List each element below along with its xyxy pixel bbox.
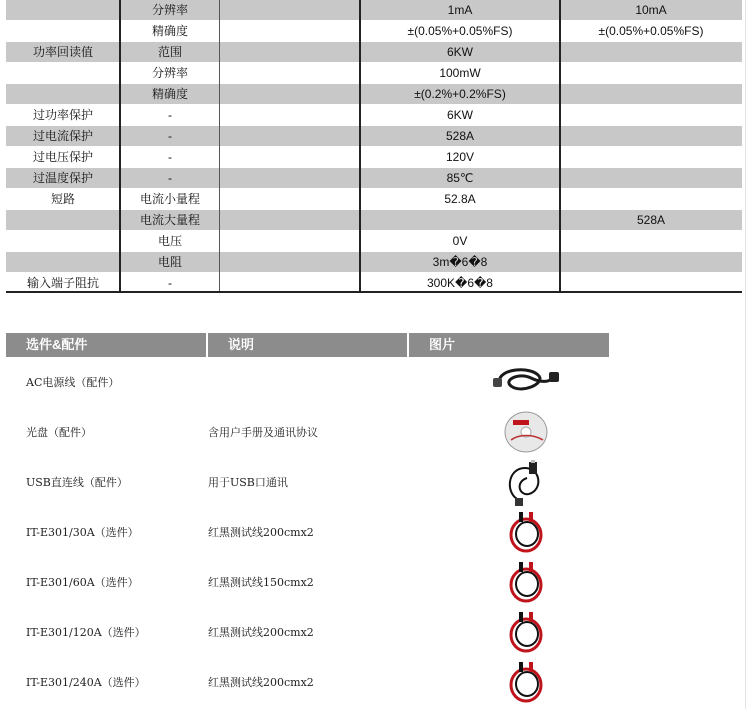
- spec-cell-c5: [560, 84, 742, 104]
- spec-cell-c4: ±(0.05%+0.05%FS): [407, 24, 513, 38]
- spec-cell-c5: [560, 147, 742, 167]
- spec-cell-c3: [220, 168, 360, 188]
- spec-cell-c2: -: [168, 108, 172, 122]
- spec-cell-c4: 0V: [452, 234, 468, 248]
- spec-cell-c2: 电流大量程: [139, 213, 200, 227]
- spec-cell-c1: [6, 0, 120, 20]
- spec-cell-c4: ±(0.2%+0.2%FS): [414, 87, 506, 101]
- spec-row: [6, 42, 742, 63]
- spec-row: [6, 0, 742, 21]
- spec-cell-c1: 输入端子阻抗: [26, 276, 99, 290]
- accessory-name: AC电源线（配件）: [26, 376, 120, 389]
- test-lead-icon: [481, 560, 571, 606]
- spec-cell-c4: 1mA: [447, 3, 473, 17]
- spec-cell-c5: [560, 189, 742, 209]
- spec-cell-c3: [220, 252, 360, 272]
- spec-cell-c2: 分辨率: [151, 3, 188, 17]
- accessory-name: IT-E301/240A（选件）: [26, 676, 146, 689]
- spec-cell-c3: [220, 147, 360, 167]
- spec-row: [6, 84, 742, 105]
- spec-row: [6, 189, 742, 210]
- accessory-description: 用于USB口通讯: [208, 476, 288, 489]
- header-accessory: 选件&配件: [6, 333, 206, 357]
- spec-cell-c4: 300K�6�8: [427, 276, 493, 290]
- spec-cell-c4: 52.8A: [444, 192, 476, 206]
- spec-cell-c1: 过温度保护: [32, 171, 93, 185]
- spec-cell-c1: [6, 210, 120, 230]
- spec-cell-c5: ±(0.05%+0.05%FS): [598, 24, 704, 38]
- spec-row: [6, 252, 742, 273]
- accessory-row: [6, 608, 610, 658]
- spec-row: [6, 231, 742, 252]
- accessory-description: 红黑测试线150cmx2: [208, 576, 314, 589]
- accessory-row: [6, 508, 610, 558]
- spec-cell-c3: [220, 273, 360, 293]
- spec-table: [6, 0, 742, 294]
- spec-cell-c1: 过功率保护: [32, 108, 93, 122]
- spec-cell-c5: [560, 42, 742, 62]
- accessories-table: [6, 358, 610, 708]
- spec-row: [6, 63, 742, 84]
- spec-cell-c5: [560, 105, 742, 125]
- spec-cell-c2: 电阻: [157, 255, 182, 269]
- spec-cell-c4: 85℃: [446, 171, 474, 185]
- column-divider: [219, 0, 220, 292]
- page-edge-divider: [745, 0, 746, 709]
- spec-table-bottom-border: [6, 291, 742, 293]
- spec-cell-c2: 分辨率: [151, 66, 188, 80]
- accessory-description: 红黑测试线200cmx2: [208, 626, 314, 639]
- spec-cell-c1: 短路: [50, 192, 75, 206]
- spec-cell-c1: [6, 231, 120, 251]
- spec-cell-c3: [220, 0, 360, 20]
- spec-row: [6, 126, 742, 147]
- spec-cell-c4: [360, 210, 560, 230]
- spec-cell-c2: -: [168, 129, 172, 143]
- spec-cell-c1: 过电流保护: [32, 129, 93, 143]
- spec-cell-c5: [560, 231, 742, 251]
- spec-cell-c3: [220, 21, 360, 41]
- test-lead-icon: [481, 610, 571, 656]
- test-lead-icon: [481, 510, 571, 556]
- accessory-name: IT-E301/30A（选件）: [26, 526, 139, 539]
- spec-cell-c2: -: [168, 171, 172, 185]
- spec-row: [6, 168, 742, 189]
- spec-cell-c2: 电压: [157, 234, 182, 248]
- spec-cell-c1: 功率回读值: [32, 45, 93, 59]
- test-lead-icon: [481, 660, 571, 706]
- spec-cell-c5: 528A: [636, 213, 666, 227]
- spec-cell-c4: 120V: [445, 150, 475, 164]
- spec-cell-c3: [220, 231, 360, 251]
- spec-cell-c2: 范围: [157, 45, 182, 59]
- spec-row: [6, 147, 742, 168]
- spec-cell-c3: [220, 63, 360, 83]
- accessory-row: [6, 458, 610, 508]
- spec-cell-c5: [560, 273, 742, 293]
- spec-cell-c1: [6, 84, 120, 104]
- accessory-description: 含用户手册及通讯协议: [208, 426, 318, 439]
- spec-cell-c4: 100mW: [439, 66, 481, 80]
- accessory-row: [6, 658, 610, 708]
- accessory-name: USB直连线（配件）: [26, 476, 128, 489]
- spec-cell-c1: 过电压保护: [32, 150, 93, 164]
- header-picture: 图片: [409, 333, 609, 357]
- spec-cell-c4: 528A: [445, 129, 475, 143]
- column-divider: [119, 0, 121, 292]
- accessory-row: [6, 408, 610, 458]
- cd-icon: [481, 410, 571, 456]
- accessory-description: 红黑测试线200cmx2: [208, 526, 314, 539]
- spec-row: [6, 105, 742, 126]
- spec-cell-c5: [560, 126, 742, 146]
- accessory-description: 红黑测试线200cmx2: [208, 676, 314, 689]
- spec-cell-c4: 6KW: [446, 45, 473, 59]
- header-description: 说明: [208, 333, 407, 357]
- spec-cell-c2: -: [168, 276, 172, 290]
- spec-cell-c2: 精确度: [151, 24, 188, 38]
- accessory-name: IT-E301/60A（选件）: [26, 576, 139, 589]
- column-divider: [559, 0, 561, 292]
- spec-cell-c5: 10mA: [635, 3, 667, 17]
- spec-row: [6, 210, 742, 231]
- spec-cell-c4: 6KW: [446, 108, 473, 122]
- spec-cell-c5: [560, 252, 742, 272]
- spec-cell-c5: [560, 168, 742, 188]
- spec-cell-c1: [6, 63, 120, 83]
- spec-cell-c3: [220, 84, 360, 104]
- power-cord-icon: [481, 360, 571, 406]
- column-divider: [359, 0, 361, 292]
- accessory-name: 光盘（配件）: [26, 426, 92, 439]
- spec-cell-c3: [220, 189, 360, 209]
- spec-cell-c4: 3m�6�8: [432, 255, 488, 269]
- spec-cell-c3: [220, 42, 360, 62]
- spec-cell-c3: [220, 210, 360, 230]
- accessory-name: IT-E301/120A（选件）: [26, 626, 146, 639]
- spec-cell-c5: [560, 63, 742, 83]
- accessory-row: [6, 558, 610, 608]
- spec-cell-c1: [6, 252, 120, 272]
- spec-cell-c3: [220, 126, 360, 146]
- spec-cell-c2: 精确度: [151, 87, 188, 101]
- spec-row: [6, 21, 742, 42]
- usb-cable-icon: [481, 460, 571, 506]
- spec-cell-c2: 电流小量程: [139, 192, 200, 206]
- spec-cell-c2: -: [168, 150, 172, 164]
- spec-cell-c3: [220, 105, 360, 125]
- spec-cell-c1: [6, 21, 120, 41]
- accessory-row: [6, 358, 610, 408]
